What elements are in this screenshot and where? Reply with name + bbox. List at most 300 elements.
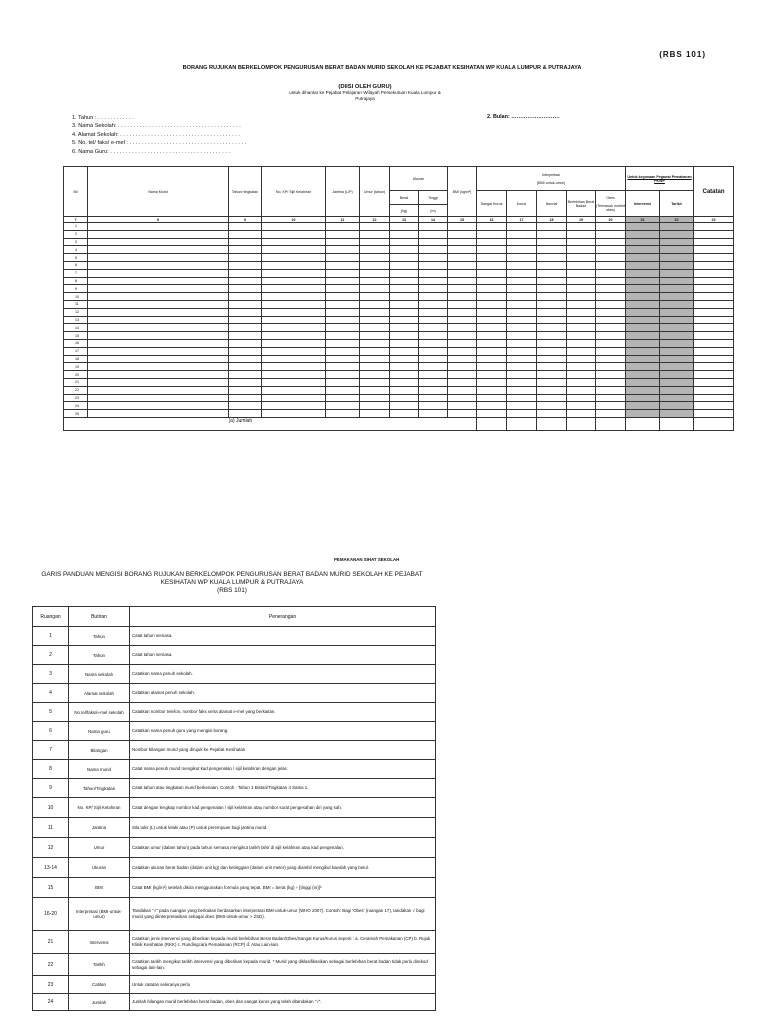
table-cell[interactable] [660,238,694,246]
table-cell[interactable] [477,410,507,418]
table-cell[interactable] [448,386,477,394]
table-cell[interactable] [567,316,596,324]
table-cell[interactable] [360,324,390,332]
table-cell[interactable] [448,269,477,277]
table-cell[interactable] [262,371,326,379]
table-cell[interactable] [262,277,326,285]
table-cell[interactable] [596,238,626,246]
table-cell[interactable] [694,363,734,371]
table-cell[interactable] [88,285,229,293]
table-cell[interactable] [626,254,660,262]
table-cell[interactable] [477,332,507,340]
table-cell[interactable] [390,293,419,301]
table-cell[interactable] [567,300,596,308]
table-cell[interactable] [596,324,626,332]
table-cell[interactable] [390,238,419,246]
table-cell[interactable] [262,324,326,332]
table-cell[interactable] [88,402,229,410]
table-cell[interactable] [360,223,390,231]
table-cell[interactable] [626,261,660,269]
table-cell[interactable] [229,238,262,246]
table-cell[interactable] [448,285,477,293]
table-cell[interactable] [390,378,419,386]
field-contact[interactable]: 5. No. tel/ faks/ e-mel : . . . . . . . . . . . . . . . . . . . . . . . . . . . . . . . . . . . . . . [72,140,247,147]
table-cell[interactable] [262,230,326,238]
table-cell[interactable] [567,355,596,363]
table-cell[interactable] [262,238,326,246]
table-cell[interactable] [419,410,448,418]
table-cell[interactable] [390,254,419,262]
table-cell[interactable] [419,316,448,324]
table-cell[interactable] [660,293,694,301]
table-cell[interactable] [567,285,596,293]
table-cell[interactable] [507,308,537,316]
table-cell[interactable] [88,363,229,371]
table-cell[interactable] [360,355,390,363]
table-cell[interactable] [507,285,537,293]
table-cell[interactable] [419,238,448,246]
table-cell[interactable] [448,300,477,308]
table-cell[interactable] [626,355,660,363]
table-cell[interactable] [626,386,660,394]
table-cell[interactable] [626,363,660,371]
table-cell[interactable] [326,261,360,269]
table-cell[interactable] [229,410,262,418]
table-cell[interactable] [537,223,567,231]
table-cell[interactable] [660,246,694,254]
table-cell[interactable] [626,285,660,293]
table-cell[interactable] [694,293,734,301]
table-cell[interactable] [537,300,567,308]
table-cell[interactable] [507,347,537,355]
table-cell[interactable] [229,300,262,308]
table-cell[interactable] [694,355,734,363]
table-cell[interactable] [537,371,567,379]
table-cell[interactable] [596,347,626,355]
table-cell[interactable] [448,410,477,418]
table-cell[interactable] [537,285,567,293]
table-cell[interactable] [626,293,660,301]
table-cell[interactable] [229,347,262,355]
table-cell[interactable] [477,378,507,386]
table-cell[interactable] [507,339,537,347]
table-cell[interactable] [360,246,390,254]
table-cell[interactable] [88,347,229,355]
table-cell[interactable] [477,394,507,402]
table-cell[interactable] [477,293,507,301]
table-cell[interactable] [694,230,734,238]
table-cell[interactable] [626,410,660,418]
table-cell[interactable] [390,230,419,238]
table-cell[interactable] [660,254,694,262]
table-cell[interactable] [477,371,507,379]
table-cell[interactable] [567,347,596,355]
table-cell[interactable] [507,324,537,332]
table-cell[interactable] [537,308,567,316]
table-cell[interactable] [390,371,419,379]
table-cell[interactable] [88,324,229,332]
table-cell[interactable] [88,261,229,269]
table-cell[interactable] [360,378,390,386]
table-cell[interactable] [660,371,694,379]
table-cell[interactable] [419,269,448,277]
table-cell[interactable] [326,410,360,418]
table-cell[interactable] [626,308,660,316]
table-cell[interactable] [626,300,660,308]
table-cell[interactable] [229,394,262,402]
table-cell[interactable] [419,347,448,355]
table-cell[interactable] [390,394,419,402]
table-cell[interactable] [660,300,694,308]
table-cell[interactable] [477,363,507,371]
table-cell[interactable] [448,378,477,386]
table-cell[interactable] [88,293,229,301]
table-cell[interactable] [448,254,477,262]
table-cell[interactable] [88,410,229,418]
table-cell[interactable] [567,293,596,301]
table-cell[interactable] [694,261,734,269]
table-cell[interactable] [537,277,567,285]
table-cell[interactable] [694,386,734,394]
table-cell[interactable] [262,269,326,277]
table-cell[interactable] [448,355,477,363]
table-cell[interactable] [448,371,477,379]
table-cell[interactable] [262,332,326,340]
table-cell[interactable] [660,324,694,332]
jumlah-cell[interactable] [537,417,567,430]
table-cell[interactable] [360,254,390,262]
table-cell[interactable] [262,402,326,410]
table-cell[interactable] [626,269,660,277]
table-cell[interactable] [448,293,477,301]
table-cell[interactable] [419,332,448,340]
table-cell[interactable] [229,316,262,324]
table-cell[interactable] [360,410,390,418]
table-cell[interactable] [596,293,626,301]
table-cell[interactable] [360,277,390,285]
table-cell[interactable] [596,402,626,410]
table-cell[interactable] [537,316,567,324]
table-cell[interactable] [448,394,477,402]
field-nama-guru[interactable]: 6. Nama Guru: . . . . . . . . . . . . . . . . . . . . . . . . . . . . . . . . . . . . . . . [72,148,230,155]
table-cell[interactable] [88,238,229,246]
table-cell[interactable] [419,363,448,371]
table-cell[interactable] [390,246,419,254]
table-cell[interactable] [419,371,448,379]
table-cell[interactable] [88,386,229,394]
table-cell[interactable] [596,285,626,293]
table-cell[interactable] [660,363,694,371]
table-cell[interactable] [477,339,507,347]
table-cell[interactable] [360,316,390,324]
table-cell[interactable] [537,402,567,410]
jumlah-cell[interactable] [507,417,537,430]
table-cell[interactable] [626,394,660,402]
table-cell[interactable] [660,261,694,269]
table-cell[interactable] [507,363,537,371]
table-cell[interactable] [596,394,626,402]
table-cell[interactable] [448,324,477,332]
table-cell[interactable] [537,261,567,269]
table-cell[interactable] [88,371,229,379]
table-cell[interactable] [477,402,507,410]
table-cell[interactable] [326,293,360,301]
table-cell[interactable] [448,316,477,324]
table-cell[interactable] [448,363,477,371]
table-cell[interactable] [419,246,448,254]
table-cell[interactable] [229,402,262,410]
table-cell[interactable] [507,254,537,262]
table-cell[interactable] [326,371,360,379]
table-cell[interactable] [229,277,262,285]
table-cell[interactable] [626,238,660,246]
table-cell[interactable] [537,246,567,254]
table-cell[interactable] [507,269,537,277]
table-cell[interactable] [360,363,390,371]
table-cell[interactable] [596,332,626,340]
table-cell[interactable] [419,386,448,394]
table-cell[interactable] [419,254,448,262]
table-cell[interactable] [229,378,262,386]
table-cell[interactable] [537,378,567,386]
table-cell[interactable] [390,347,419,355]
table-cell[interactable] [229,254,262,262]
table-cell[interactable] [477,347,507,355]
table-cell[interactable] [567,254,596,262]
table-cell[interactable] [694,269,734,277]
table-cell[interactable] [262,254,326,262]
table-cell[interactable] [326,238,360,246]
table-cell[interactable] [229,293,262,301]
table-cell[interactable] [507,394,537,402]
table-cell[interactable] [360,300,390,308]
table-cell[interactable] [390,223,419,231]
table-cell[interactable] [419,402,448,410]
table-cell[interactable] [326,339,360,347]
table-cell[interactable] [537,347,567,355]
table-cell[interactable] [419,378,448,386]
table-cell[interactable] [88,223,229,231]
table-cell[interactable] [660,378,694,386]
table-cell[interactable] [537,230,567,238]
table-cell[interactable] [360,394,390,402]
table-cell[interactable] [567,410,596,418]
table-cell[interactable] [596,339,626,347]
table-cell[interactable] [694,308,734,316]
jumlah-cell[interactable] [626,417,660,430]
table-cell[interactable] [477,355,507,363]
table-cell[interactable] [626,277,660,285]
table-cell[interactable] [507,277,537,285]
table-cell[interactable] [229,223,262,231]
table-cell[interactable] [229,371,262,379]
table-cell[interactable] [694,378,734,386]
table-cell[interactable] [262,410,326,418]
table-cell[interactable] [477,285,507,293]
table-cell[interactable] [326,230,360,238]
table-cell[interactable] [229,285,262,293]
table-cell[interactable] [229,332,262,340]
table-cell[interactable] [448,277,477,285]
table-cell[interactable] [567,386,596,394]
table-cell[interactable] [567,394,596,402]
table-cell[interactable] [88,246,229,254]
table-cell[interactable] [477,386,507,394]
table-cell[interactable] [694,254,734,262]
table-cell[interactable] [326,355,360,363]
table-cell[interactable] [419,293,448,301]
table-cell[interactable] [626,230,660,238]
table-cell[interactable] [660,269,694,277]
table-cell[interactable] [390,300,419,308]
table-cell[interactable] [694,316,734,324]
table-cell[interactable] [567,238,596,246]
table-cell[interactable] [262,246,326,254]
table-cell[interactable] [360,332,390,340]
table-cell[interactable] [448,223,477,231]
table-cell[interactable] [390,324,419,332]
table-cell[interactable] [88,254,229,262]
table-cell[interactable] [626,402,660,410]
table-cell[interactable] [660,347,694,355]
table-cell[interactable] [596,410,626,418]
table-cell[interactable] [262,261,326,269]
table-cell[interactable] [567,332,596,340]
table-cell[interactable] [596,355,626,363]
table-cell[interactable] [419,394,448,402]
table-cell[interactable] [507,355,537,363]
table-cell[interactable] [507,238,537,246]
table-cell[interactable] [660,339,694,347]
table-cell[interactable] [326,332,360,340]
table-cell[interactable] [448,238,477,246]
table-cell[interactable] [477,324,507,332]
table-cell[interactable] [326,223,360,231]
table-cell[interactable] [477,223,507,231]
table-cell[interactable] [229,339,262,347]
table-cell[interactable] [360,238,390,246]
table-cell[interactable] [537,293,567,301]
table-cell[interactable] [567,363,596,371]
table-cell[interactable] [626,223,660,231]
field-nama-sekolah[interactable]: 3. Nama Sekolah: . . . . . . . . . . . . . . . . . . . . . . . . . . . . . . . . . . . . . . . . [72,123,241,130]
table-cell[interactable] [507,230,537,238]
table-cell[interactable] [694,300,734,308]
table-cell[interactable] [229,261,262,269]
field-bulan[interactable]: 2. Bulan: ……………………… [487,114,560,120]
table-cell[interactable] [694,324,734,332]
table-cell[interactable] [419,339,448,347]
table-cell[interactable] [537,386,567,394]
table-cell[interactable] [326,363,360,371]
table-cell[interactable] [567,269,596,277]
table-cell[interactable] [507,402,537,410]
table-cell[interactable] [596,246,626,254]
table-cell[interactable] [448,246,477,254]
table-cell[interactable] [229,308,262,316]
table-cell[interactable] [537,394,567,402]
table-cell[interactable] [507,300,537,308]
table-cell[interactable] [326,246,360,254]
table-cell[interactable] [360,308,390,316]
table-cell[interactable] [694,410,734,418]
table-cell[interactable] [88,339,229,347]
table-cell[interactable] [596,269,626,277]
table-cell[interactable] [477,300,507,308]
table-cell[interactable] [390,339,419,347]
table-cell[interactable] [419,300,448,308]
field-alamat-sekolah[interactable]: 4. Alamat Sekolah: . . . . . . . . . . . . . . . . . . . . . . . . . . . . . . . . . . . . . . . [72,131,240,138]
table-cell[interactable] [326,316,360,324]
table-cell[interactable] [326,402,360,410]
table-cell[interactable] [596,378,626,386]
table-cell[interactable] [596,254,626,262]
table-cell[interactable] [626,378,660,386]
table-cell[interactable] [477,277,507,285]
table-cell[interactable] [596,230,626,238]
table-cell[interactable] [360,269,390,277]
table-cell[interactable] [537,363,567,371]
table-cell[interactable] [262,347,326,355]
table-cell[interactable] [477,316,507,324]
table-cell[interactable] [262,223,326,231]
table-cell[interactable] [567,246,596,254]
table-cell[interactable] [567,371,596,379]
table-cell[interactable] [326,347,360,355]
table-cell[interactable] [262,316,326,324]
table-cell[interactable] [229,355,262,363]
table-cell[interactable] [626,347,660,355]
table-cell[interactable] [596,261,626,269]
table-cell[interactable] [694,371,734,379]
table-cell[interactable] [596,363,626,371]
table-cell[interactable] [596,371,626,379]
table-cell[interactable] [626,324,660,332]
table-cell[interactable] [694,339,734,347]
table-cell[interactable] [419,230,448,238]
table-cell[interactable] [694,285,734,293]
table-cell[interactable] [477,230,507,238]
table-cell[interactable] [448,261,477,269]
table-cell[interactable] [660,386,694,394]
table-cell[interactable] [229,386,262,394]
table-cell[interactable] [694,277,734,285]
table-cell[interactable] [360,285,390,293]
table-cell[interactable] [448,402,477,410]
table-cell[interactable] [419,324,448,332]
table-cell[interactable] [419,355,448,363]
table-cell[interactable] [507,316,537,324]
table-cell[interactable] [326,378,360,386]
table-cell[interactable] [360,293,390,301]
table-cell[interactable] [507,332,537,340]
table-cell[interactable] [694,394,734,402]
table-cell[interactable] [507,386,537,394]
table-cell[interactable] [660,285,694,293]
table-cell[interactable] [694,332,734,340]
table-cell[interactable] [596,277,626,285]
table-cell[interactable] [229,269,262,277]
table-cell[interactable] [262,339,326,347]
table-cell[interactable] [477,246,507,254]
table-cell[interactable] [477,261,507,269]
table-cell[interactable] [537,410,567,418]
table-cell[interactable] [660,308,694,316]
table-cell[interactable] [326,269,360,277]
field-tahun[interactable]: 1. Tahun : . . . . . . . . . . . . [72,115,134,121]
table-cell[interactable] [419,277,448,285]
table-cell[interactable] [596,308,626,316]
